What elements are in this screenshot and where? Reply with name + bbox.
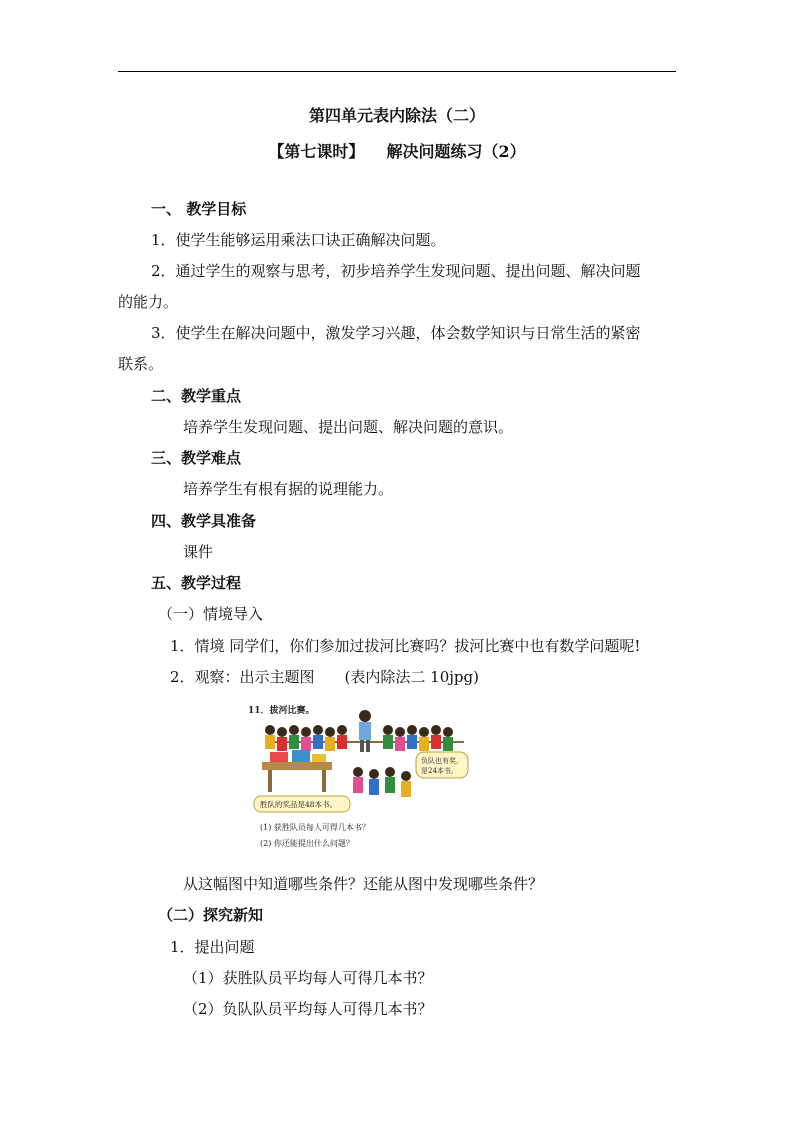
lesson-subtitle — [0, 141, 794, 163]
header-rule — [118, 71, 676, 72]
middle-children — [353, 767, 411, 797]
section-heading-key-points: 二、教学重点 — [151, 387, 242, 405]
key-points-text: 培养学生发现问题、提出问题、解决问题的意识。 — [183, 418, 514, 436]
goal-item-2-line-1: 2．通过学生的观察与思考，初步培养学生发现问题、提出问题、解决问题 — [151, 262, 641, 280]
section-heading-process: 五、教学过程 — [151, 574, 242, 592]
right-team — [383, 725, 453, 751]
goal-item-3-line-1: 3．使学生在解决问题中，激发学习兴趣，体会数学知识与日常生活的紧密 — [151, 324, 641, 342]
process-item-ask: 1．提出问题 — [170, 938, 255, 956]
goal-item-1: 1．使学生能够运用乘法口诀正确解决问题。 — [151, 231, 446, 249]
figure-label: 11．拔河比赛。 — [248, 706, 315, 716]
process-item-observe: 2．观察：出示主题图 (表内除法二 10jpg) — [170, 668, 479, 686]
figure-question-2: (2) 你还能提出什么问题？ — [260, 839, 354, 848]
process-part-2-heading: （二）探究新知 — [158, 906, 264, 924]
goal-item-2-line-2: 的能力。 — [118, 293, 179, 311]
question-losers: （2）负队队员平均每人可得几本书？ — [183, 1000, 433, 1018]
prize-table — [262, 750, 332, 792]
tug-of-war-illustration — [248, 700, 470, 858]
bubble-right-line-2: 是24本书。 — [421, 767, 458, 775]
process-part-1-heading: （一）情境导入 — [158, 605, 264, 623]
section-heading-goals: 一、 教学目标 — [151, 200, 247, 218]
question-winners: （1）获胜队员平均每人可得几本书？ — [183, 969, 433, 987]
referee — [359, 710, 371, 752]
difficulties-text: 培养学生有根有据的说理能力。 — [183, 480, 394, 498]
section-heading-materials: 四、教学具准备 — [151, 512, 257, 530]
process-item-scenario: 1．情境 同学们，你们参加过拔河比赛吗？拔河比赛中也有数学问题呢! — [170, 637, 641, 655]
goal-item-3-line-2: 联系。 — [118, 355, 164, 373]
observation-question: 从这幅图中知道哪些条件？还能从图中发现哪些条件？ — [183, 875, 544, 893]
materials-text: 课件 — [183, 543, 214, 561]
lesson-topic: 解决问题练习（2） — [386, 142, 526, 161]
lesson-number: 【第七课时】 — [268, 142, 365, 161]
figure-question-1: (1) 获胜队员每人可得几本书？ — [260, 823, 370, 832]
left-team — [265, 725, 347, 751]
unit-title: 第四单元表内除法（二） — [308, 106, 485, 125]
bubble-right-line-1: 负队也有奖， — [421, 757, 463, 765]
section-heading-difficulties: 三、教学难点 — [151, 449, 242, 467]
bubble-left-text: 胜队的奖品是48本书。 — [260, 800, 338, 809]
